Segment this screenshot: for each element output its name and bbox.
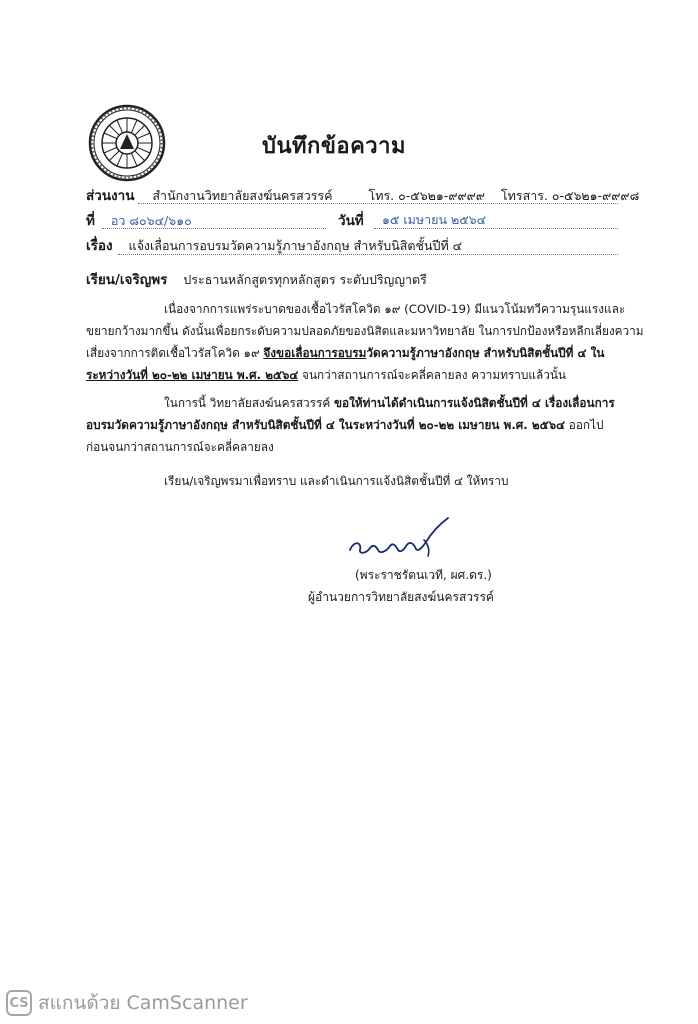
department-value: สำนักงานวิทยาลัยสงฆ์นครสวรรค์ xyxy=(152,188,333,203)
paragraph-line xyxy=(86,364,566,386)
department-label: ส่วนงาน xyxy=(86,188,135,204)
salutation-value: ประธานหลักสูตรทุกหลักสูตร ระดับปริญญาตรี xyxy=(183,272,427,287)
subject-row xyxy=(86,234,462,256)
university-seal-icon xyxy=(88,104,166,182)
camscanner-watermark xyxy=(6,988,248,1018)
date-value: ๑๕ เมษายน ๒๕๖๔ xyxy=(382,212,487,227)
salutation-row xyxy=(86,268,427,290)
emphasis-text: วัดความรู้ภาษาอังกฤษ สำหรับนิสิตชั้นปีที่ ๔ ใน xyxy=(366,346,605,360)
signer-name: (พระราชรัตนเวที, ผศ.ดร.) xyxy=(355,568,492,582)
emphasis-text: ขอให้ท่านได้ดำเนินการแจ้งนิสิตชั้นปีที่ ๔ เรื่องเลื่อนการ xyxy=(333,396,615,410)
paragraph-text: เสี่ยงจากการติดเชื้อไวรัสโควิด ๑๙ xyxy=(86,346,264,360)
subject-value: แจ้งเลื่อนการอบรมวัดความรู้ภาษาอังกฤษ สำหรับนิสิตชั้นปีที่ ๔ xyxy=(128,238,463,253)
signature-icon xyxy=(340,516,460,566)
camscanner-logo-icon: CS xyxy=(6,990,32,1016)
date-label: วันที่ xyxy=(338,213,364,229)
paragraph-text: จนกว่าสถานการณ์จะคลี่คลายลง ความทราบแล้วนั้น xyxy=(298,368,567,382)
emphasis-text: จึงขอเลื่อนการอบรม xyxy=(263,346,367,360)
paragraph-text: ในการนี้ วิทยาลัยสงฆ์นครสวรรค์ xyxy=(164,396,334,410)
dotted-rule xyxy=(102,228,326,229)
memo-title: บันทึกข้อความ xyxy=(262,134,407,159)
dotted-rule xyxy=(138,203,618,204)
salutation-label: เรียน/เจริญพร xyxy=(86,272,168,288)
dotted-rule xyxy=(374,228,618,229)
dotted-rule xyxy=(118,254,618,255)
signer-position: ผู้อำนวยการวิทยาลัยสงฆ์นครสวรรค์ xyxy=(308,590,494,604)
paragraph-text: ออกไป xyxy=(565,418,604,432)
emphasis-text: อบรมวัดความรู้ภาษาอังกฤษ สำหรับนิสิตชั้นปีที่ ๔ ในระหว่างวันที่ ๒๐-๒๒ เมษายน พ.ศ. ๒๕๖๔ xyxy=(86,418,566,432)
emphasis-text: ระหว่างวันที่ ๒๐-๒๒ เมษายน พ.ศ. ๒๕๖๔ xyxy=(86,368,299,382)
paragraph-line: เนื่องจากการแพร่ระบาดของเชื้อไวรัสโควิด ๑๙ (COVID-19) มีแนวโน้มทวีความรุนแรงและ xyxy=(164,302,626,316)
paragraph-line xyxy=(86,342,604,364)
phone-number: โทร. ๐-๕๖๒๑-๙๙๙๙ xyxy=(368,188,485,203)
subject-label: เรื่อง xyxy=(86,238,113,254)
reference-label: ที่ xyxy=(86,213,95,229)
paragraph-line xyxy=(86,414,604,436)
paragraph-line xyxy=(164,392,615,414)
paragraph-line: ขยายกว้างมากขึ้น ดังนั้นเพื่อยกระดับความปลอดภัยของนิสิตและมหาวิทยาลัย ในการปกป้องหรือหลีกเลี่ยงความ xyxy=(86,324,644,338)
closing-line: เรียน/เจริญพรมาเพื่อทราบ และดำเนินการแจ้งนิสิตชั้นปีที่ ๔ ให้ทราบ xyxy=(164,474,509,488)
camscanner-text: สแกนด้วย CamScanner xyxy=(38,992,248,1014)
reference-number: อว ๘๐๖๔/๖๑๐ xyxy=(110,213,192,228)
paragraph-line: ก่อนจนกว่าสถานการณ์จะคลี่คลายลง xyxy=(86,440,274,454)
fax-number: โทรสาร. ๐-๕๖๒๑-๙๙๙๘ xyxy=(500,188,640,203)
